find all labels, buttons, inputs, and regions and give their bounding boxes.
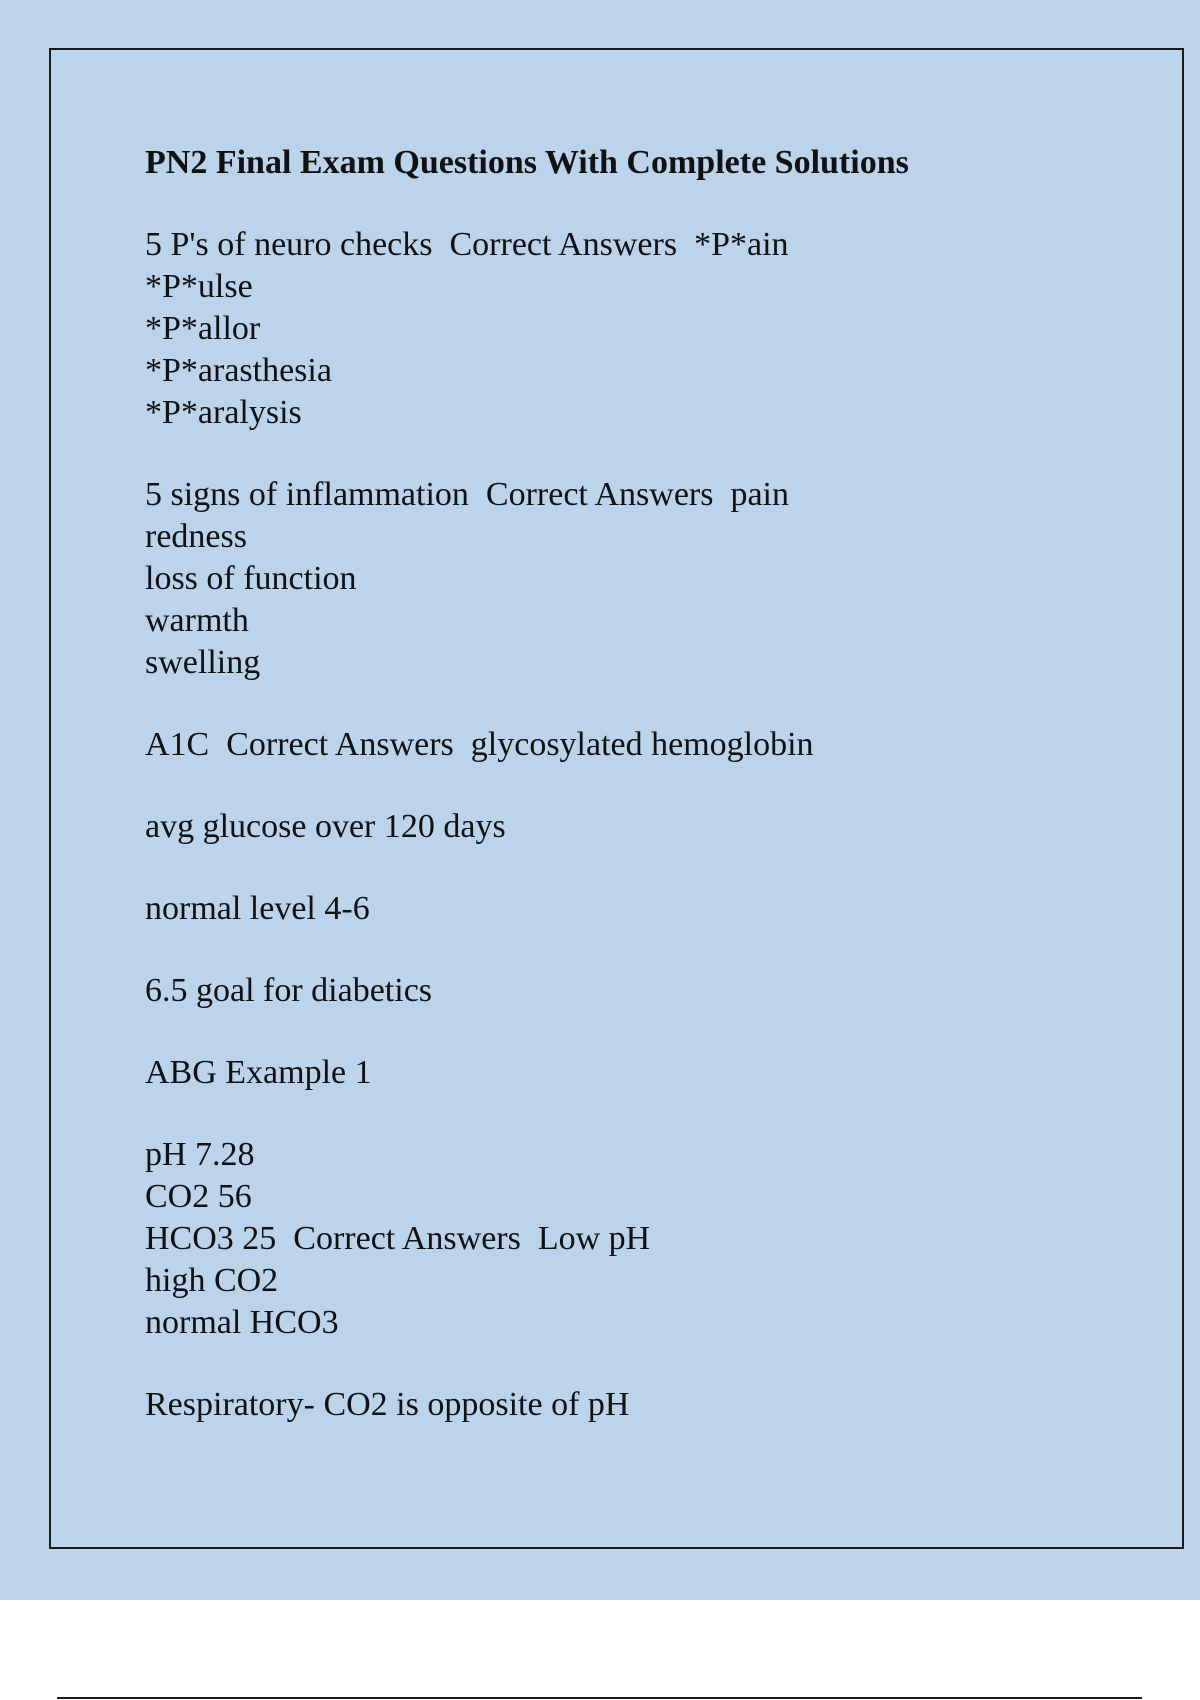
text-line: warmth xyxy=(145,602,249,639)
text-line: swelling xyxy=(145,644,261,681)
text-line: pH 7.28 xyxy=(145,1136,255,1173)
qa-block-inflammation xyxy=(145,474,1145,684)
paragraph-avg-glucose xyxy=(145,806,1145,848)
qa-block-abg-heading xyxy=(145,1052,1145,1094)
text-line: normal level 4-6 xyxy=(145,890,370,927)
text-line: redness xyxy=(145,518,247,555)
text-line: normal HCO3 xyxy=(145,1304,339,1341)
qa-block-a1c xyxy=(145,724,1145,766)
text-line: 5 signs of inflammation Correct Answers pain xyxy=(145,476,790,513)
text-line: *P*ulse xyxy=(145,268,253,305)
document-title: PN2 Final Exam Questions With Complete Solutions xyxy=(145,144,909,181)
text-line: ABG Example 1 xyxy=(145,1054,372,1091)
qa-block-neuro-checks xyxy=(145,224,1145,434)
document-content xyxy=(145,142,1145,1466)
text-line: HCO3 25 Correct Answers Low pH xyxy=(145,1220,651,1257)
paragraph-diabetic-goal xyxy=(145,970,1145,1012)
text-line: Respiratory- CO2 is opposite of pH xyxy=(145,1386,630,1423)
text-line: *P*arasthesia xyxy=(145,352,332,389)
text-line: 5 P's of neuro checks Correct Answers *P*ain xyxy=(145,226,789,263)
qa-block-abg-values xyxy=(145,1134,1145,1344)
paragraph-respiratory xyxy=(145,1384,1145,1426)
text-line: high CO2 xyxy=(145,1262,279,1299)
text-line: *P*aralysis xyxy=(145,394,302,431)
footer-divider xyxy=(57,1697,1142,1699)
text-line: CO2 56 xyxy=(145,1178,252,1215)
text-line: loss of function xyxy=(145,560,357,597)
text-line: avg glucose over 120 days xyxy=(145,808,506,845)
paragraph-normal-level xyxy=(145,888,1145,930)
text-line: 6.5 goal for diabetics xyxy=(145,972,433,1009)
text-line: *P*allor xyxy=(145,310,261,347)
text-line: A1C Correct Answers glycosylated hemoglobin xyxy=(145,726,814,763)
